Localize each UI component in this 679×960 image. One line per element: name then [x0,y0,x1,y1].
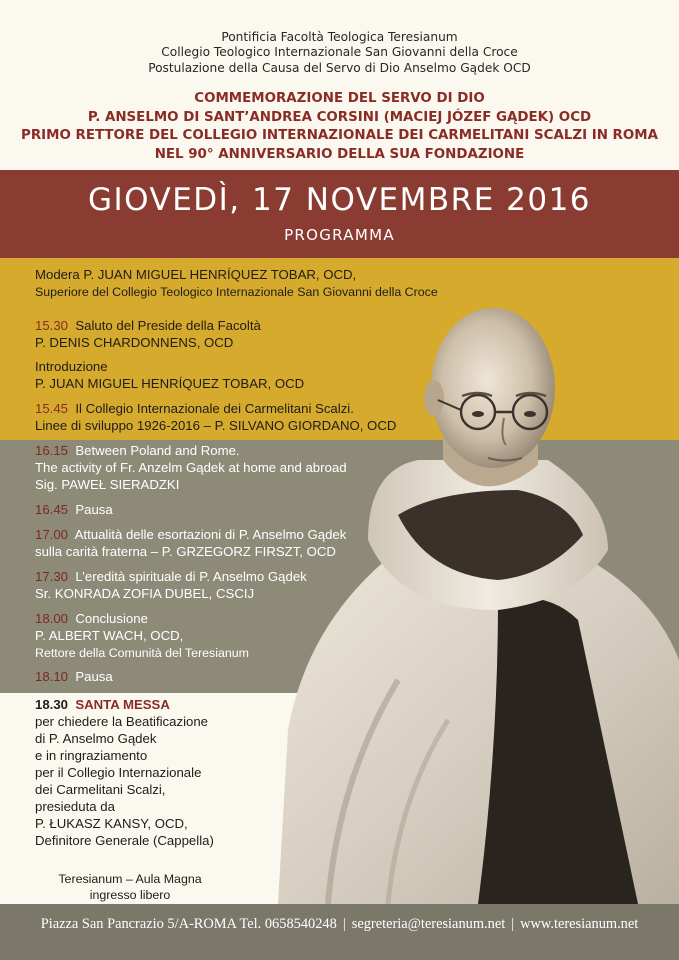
mass-line: e in ringraziamento [35,748,148,763]
programme-item [35,401,354,418]
institution-line: Pontificia Facoltà Teologica Teresianum [221,30,458,44]
item-text: Pausa [75,669,113,684]
venue-line: Teresianum – Aula Magna [58,872,202,886]
item-time: 18.00 [35,611,69,626]
moderator-line: Modera P. JUAN MIGUEL HENRÍQUEZ TOBAR, OCD, [35,267,357,282]
programme-item [35,669,113,686]
programme-item [35,527,346,544]
mass-line: Definitore Generale (Cappella) [35,833,214,848]
item-time: 16.15 [35,443,69,458]
mass-heading [35,697,170,714]
programma-label: PROGRAMMA [284,226,395,244]
item-text: L’eredità spirituale di P. Anselmo Gądek [75,569,307,584]
item-text: Il Collegio Internazionale dei Carmelitani Scalzi. [75,401,354,416]
item-time: 18.10 [35,669,69,684]
moderator-role: Superiore del Collegio Teologico Internazionale San Giovanni della Croce [35,285,438,299]
footer-email[interactable]: segreteria@teresianum.net [351,916,506,932]
mass-line: presieduta da [35,799,115,814]
item-time: 17.00 [35,527,69,542]
item-text: Conclusione [75,611,148,626]
footer-separator: | [511,916,515,932]
entry-line: ingresso libero [89,888,171,902]
contact-footer [0,904,679,960]
institution-line: Collegio Teologico Internazionale San Giovanni della Croce [161,45,518,60]
mass-line: per chiedere la Beatificazione [35,714,209,729]
item-speaker: P. ALBERT WACH, OCD, [35,628,184,643]
headline-line: P. ANSELMO DI SANT’ANDREA CORSINI (MACIEJ JÓZEF GĄDEK) OCD [87,109,592,125]
item-time: 15.45 [35,401,69,416]
footer-website[interactable]: www.teresianum.net [520,916,639,932]
mass-line: per il Collegio Internazionale [35,765,202,780]
item-time: 17.30 [35,569,69,584]
footer-separator: | [342,916,346,932]
mass-line: P. ŁUKASZ KANSY, OCD, [35,816,188,831]
programme-item [35,611,148,628]
programme-item [35,443,240,460]
item-text-continued: The activity of Fr. Anzelm Gądek at home and abroad [35,460,347,475]
footer-address: Piazza San Pancrazio 5/A-ROMA Tel. 0658540248 [40,916,337,932]
mass-time: 18.30 [35,697,69,712]
item-text: Introduzione [35,359,108,374]
headline-line: PRIMO RETTORE DEL COLLEGIO INTERNAZIONALE DEI CARMELITANI SCALZI IN ROMA [21,128,658,143]
item-text: Between Poland and Rome. [75,443,240,458]
item-time: 16.45 [35,502,69,517]
item-speaker: P. JUAN MIGUEL HENRÍQUEZ TOBAR, OCD [35,376,305,391]
headline-line: NEL 90° ANNIVERSARIO DELLA SUA FONDAZIONE [154,146,525,162]
item-speaker: Sig. PAWEŁ SIERADZKI [35,477,180,492]
item-speaker: P. DENIS CHARDONNENS, OCD [35,335,234,350]
item-speaker: Sr. KONRADA ZOFIA DUBEL, CSCIJ [35,586,255,601]
mass-line: di P. Anselmo Gądek [35,731,157,746]
item-text: Attualità delle esortazioni di P. Anselmo Gądek [74,527,347,542]
institution-line: Postulazione della Causa del Servo di Dio Anselmo Gądek OCD [148,60,531,75]
programme-item [35,318,261,335]
event-date: GIOVEDÌ, 17 NOVEMBRE 2016 [87,182,592,218]
item-time: 15.30 [35,318,69,333]
programme-item [35,569,307,586]
programme-item [35,502,113,519]
item-text: Saluto del Preside della Facoltà [75,318,261,333]
item-text-continued: sulla carità fraterna – P. GRZEGORZ FIRSZT, OCD [35,544,336,559]
headline-line: COMMEMORAZIONE DEL SERVO DI DIO [194,91,485,106]
item-speaker-role: Rettore della Comunità del Teresianum [35,646,249,660]
item-text: Pausa [75,502,113,517]
mass-title: SANTA MESSA [75,697,170,712]
mass-line: dei Carmelitani Scalzi, [35,782,166,797]
item-text-continued: Linee di sviluppo 1926-2016 – P. SILVANO GIORDANO, OCD [35,418,397,433]
